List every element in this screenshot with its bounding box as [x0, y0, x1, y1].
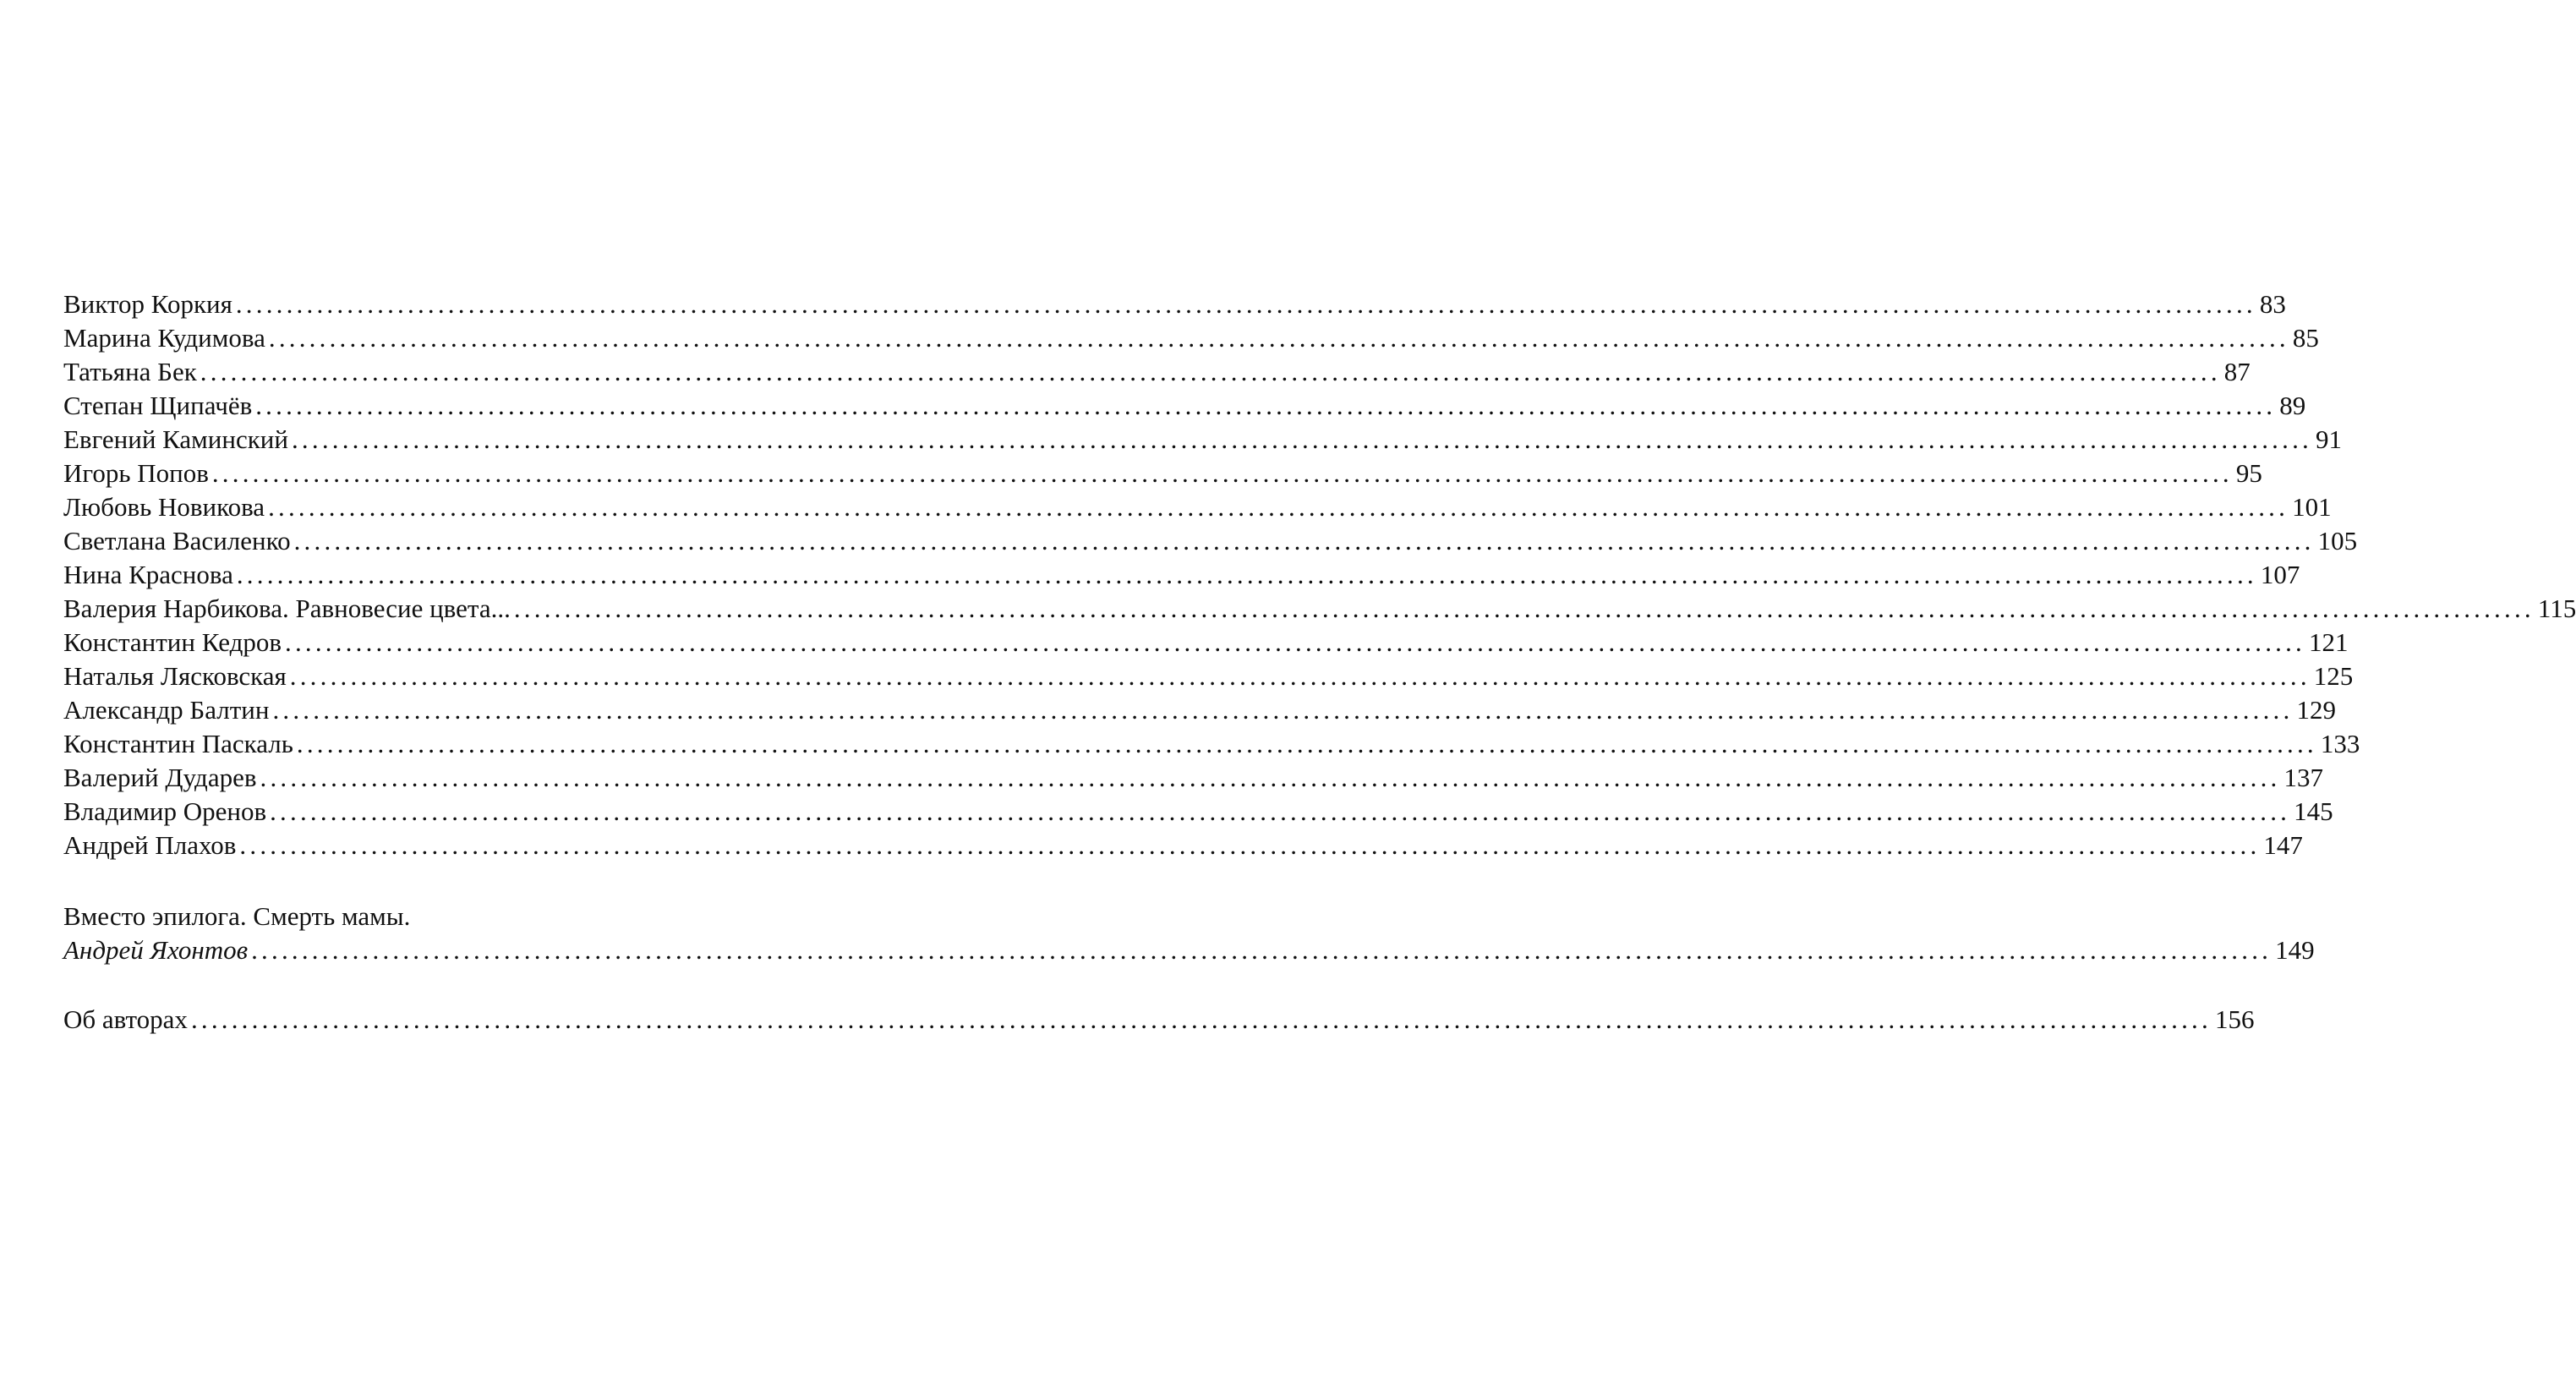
toc-entry-title: Марина Кудимова: [63, 323, 265, 353]
toc-entry-page: 105: [2317, 526, 2358, 555]
toc-entry-title: Владимир Оренов: [63, 796, 267, 826]
dot-leader: ........................................................................................................................................................................................................: [285, 627, 2305, 657]
dot-leader: ........................................................................................................................................................................................................: [190, 1004, 2212, 1034]
dot-leader: ........................................................................................................................................................................................................: [251, 935, 2272, 965]
toc-entry-title: Александр Балтин: [63, 695, 270, 725]
toc-entries: [63, 287, 2576, 862]
toc-entry-title: Татьяна Бек: [63, 357, 197, 386]
toc-entry-title: Степан Щипачёв: [63, 391, 253, 420]
toc-entry-page: 87: [2223, 357, 2251, 386]
toc-entry[interactable]: [63, 693, 2336, 727]
dot-leader: ........................................................................................................................................................................................................: [513, 594, 2535, 623]
toc-entry-title: Об авторах: [63, 1004, 188, 1034]
toc-entry-epilogue[interactable]: [63, 933, 2315, 967]
toc-entry[interactable]: [63, 321, 2319, 355]
dot-leader: ........................................................................................................................................................................................................: [236, 560, 2257, 589]
toc-entry[interactable]: [63, 795, 2333, 829]
toc-entry-page: 133: [2320, 729, 2360, 758]
toc-entry-title: Игорь Попов: [63, 458, 209, 488]
toc-entry[interactable]: [63, 389, 2306, 423]
toc-entry-page: 149: [2275, 935, 2315, 965]
toc-entry[interactable]: [63, 524, 2358, 558]
toc-entry-page: 89: [2279, 391, 2306, 420]
toc-entry[interactable]: [63, 626, 2349, 659]
toc-entry-title: Наталья Лясковская: [63, 661, 287, 691]
toc-entry-title: Виктор Коркия: [63, 289, 232, 319]
dot-leader: ........................................................................................................................................................................................................: [268, 323, 2289, 353]
toc-entry-title: Валерий Дударев: [63, 763, 257, 792]
toc-entry-page: 115: [2537, 594, 2576, 623]
toc-entry-page: 137: [2283, 763, 2323, 792]
toc-entry-title: Любовь Новикова: [63, 492, 265, 522]
toc-entry-page: 125: [2313, 661, 2354, 691]
table-of-contents: [63, 287, 2576, 1037]
toc-entry-title: Константин Паскаль: [63, 729, 293, 758]
toc-entry[interactable]: [63, 829, 2303, 862]
toc-entry-about[interactable]: [63, 1003, 2255, 1037]
dot-leader: ........................................................................................................................................................................................................: [270, 796, 2291, 826]
dot-leader: ........................................................................................................................................................................................................: [260, 763, 2281, 792]
toc-entry[interactable]: [63, 423, 2342, 457]
toc-entry-author: Андрей Яхонтов: [63, 935, 249, 965]
toc-entry-title: Нина Краснова: [63, 560, 233, 589]
toc-entry-title: Валерия Нарбикова. Равновесие цвета...: [63, 594, 511, 623]
toc-entry-page: 83: [2259, 289, 2286, 319]
toc-entry[interactable]: [63, 659, 2354, 693]
dot-leader: ........................................................................................................................................................................................................: [211, 458, 2233, 488]
toc-entry[interactable]: [63, 355, 2251, 389]
dot-leader: ........................................................................................................................................................................................................: [268, 492, 2289, 522]
toc-entry-title: Константин Кедров: [63, 627, 282, 657]
toc-entry-page: 101: [2292, 492, 2332, 522]
dot-leader: ........................................................................................................................................................................................................: [255, 391, 2277, 420]
toc-entry[interactable]: [63, 287, 2286, 321]
toc-entry-page: 91: [2315, 424, 2342, 454]
dot-leader: ........................................................................................................................................................................................................: [296, 729, 2317, 758]
toc-entry[interactable]: [63, 490, 2332, 524]
dot-leader: ........................................................................................................................................................................................................: [200, 357, 2221, 386]
toc-entry-page: 147: [2263, 830, 2303, 860]
dot-leader: ........................................................................................................................................................................................................: [291, 424, 2312, 454]
toc-entry-title: Евгений Каминский: [63, 424, 288, 454]
toc-entry-page: 145: [2294, 796, 2333, 826]
dot-leader: ........................................................................................................................................................................................................: [293, 526, 2315, 555]
dot-leader: ........................................................................................................................................................................................................: [239, 830, 2261, 860]
toc-entry[interactable]: [63, 592, 2576, 626]
section-gap: [63, 862, 723, 900]
dot-leader: ........................................................................................................................................................................................................: [289, 661, 2311, 691]
epilogue-heading: Вместо эпилога. Смерть мамы.: [63, 901, 411, 931]
toc-entry[interactable]: [63, 457, 2262, 490]
toc-entry-title: Андрей Плахов: [63, 830, 237, 860]
toc-entry-title: Светлана Василенко: [63, 526, 291, 555]
dot-leader: ........................................................................................................................................................................................................: [235, 289, 2256, 319]
dot-leader: ........................................................................................................................................................................................................: [272, 695, 2294, 725]
toc-entry-page: 107: [2260, 560, 2300, 589]
toc-entry-page: 95: [2235, 458, 2262, 488]
toc-entry-page: 156: [2214, 1004, 2255, 1034]
toc-entry-page: 85: [2292, 323, 2319, 353]
toc-entry[interactable]: [63, 558, 2300, 592]
toc-entry-page: 121: [2309, 627, 2349, 657]
toc-entry[interactable]: [63, 727, 2360, 761]
toc-entry[interactable]: [63, 761, 2323, 795]
toc-entry-page: 129: [2296, 695, 2336, 725]
section-gap: [63, 967, 723, 1003]
